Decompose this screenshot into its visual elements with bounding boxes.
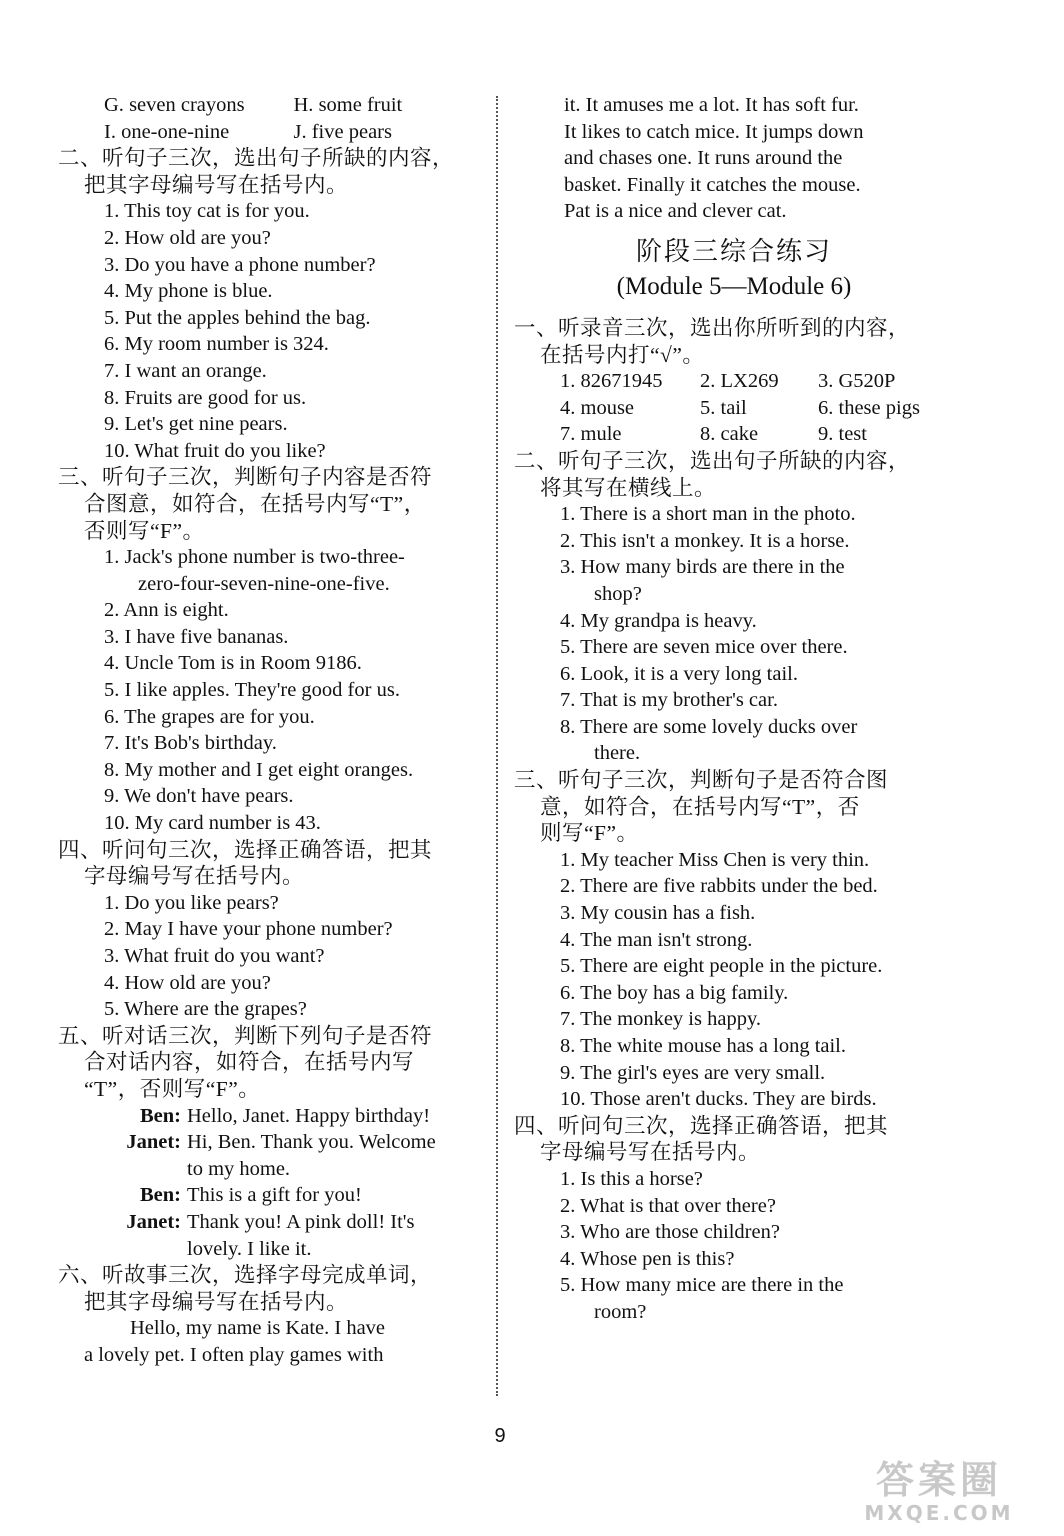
list-item: 7. It's Bob's birthday. — [104, 732, 277, 755]
section-title-cont: 把其字母编号写在括号内。 — [84, 172, 349, 197]
list-item: 2. May I have your phone number? — [104, 918, 393, 941]
list-item: 8. My mother and I get eight oranges. — [104, 758, 414, 781]
list-item: 3. How many birds are there in the — [560, 556, 845, 579]
section-title: 四、听问句三次，选择正确答语，把其 — [58, 837, 433, 862]
list-item: 2. Ann is eight. — [104, 599, 229, 622]
list-item: 4. My phone is blue. — [104, 280, 273, 303]
list-item: 1. My teacher Miss Chen is very thin. — [560, 848, 870, 871]
story-line: Pat is a nice and clever cat. — [564, 200, 787, 223]
section-title: 三、听句子三次，判断句子是否符合图 — [514, 768, 889, 793]
section-title: 二、听句子三次，选出句子所缺的内容， — [514, 448, 911, 473]
dialog-line: Janet: Hi, Ben. Thank you. Welcome — [58, 1129, 483, 1156]
list-item: 8. Fruits are good for us. — [104, 386, 307, 409]
list-item: 6. Look, it is a very long tail. — [560, 662, 798, 685]
list-item: 2. This isn't a monkey. It is a horse. — [560, 529, 850, 552]
list-item: 9. The girl's eyes are very small. — [560, 1061, 826, 1084]
list-item: 7. The monkey is happy. — [560, 1008, 761, 1031]
section-title-cont: 在括号内打“√”。 — [540, 342, 705, 367]
list-item: 2. There are five rabbits under the bed. — [560, 875, 878, 898]
section-title-cont: 将其写在横线上。 — [540, 475, 717, 500]
choice-row: 4. mouse 5. tail 6. these pigs — [560, 396, 920, 419]
dialog-line-cont: to my home. — [187, 1157, 291, 1180]
dialog-line: Ben: Hello, Janet. Happy birthday! — [58, 1103, 483, 1130]
list-item: 8. There are some lovely ducks over — [560, 715, 858, 738]
section-title: 三、听句子三次，判断句子内容是否符 — [58, 465, 433, 490]
watermark-text: 答案圈 — [875, 1458, 1002, 1502]
list-item: 1. There is a short man in the photo. — [560, 503, 856, 526]
list-item: 4. The man isn't strong. — [560, 928, 753, 951]
list-item: 5. Put the apples behind the bag. — [104, 306, 371, 329]
list-item: 9. We don't have pears. — [104, 785, 294, 808]
section-title-cont: 把其字母编号写在括号内。 — [84, 1289, 349, 1314]
story-paragraph: Hello, my name is Kate. I have — [130, 1317, 386, 1340]
page-number: 9 — [494, 1425, 506, 1447]
section-title-cont: 字母编号写在括号内。 — [540, 1140, 761, 1165]
list-item: 4. How old are you? — [104, 971, 271, 994]
list-item: 3. Who are those children? — [560, 1221, 780, 1244]
list-item-cont: there. — [594, 742, 641, 765]
list-item: 1. Is this a horse? — [560, 1167, 703, 1190]
story-line: and chases one. It runs around the — [564, 147, 843, 170]
list-item: 8. The white mouse has a long tail. — [560, 1035, 846, 1057]
list-item: 7. That is my brother's car. — [560, 689, 778, 712]
dialog-line: Ben: This is a gift for you! — [58, 1182, 483, 1209]
list-item: 2. How old are you? — [104, 226, 271, 249]
section-title: 五、听对话三次，判断下列句子是否符 — [58, 1023, 433, 1048]
section-title: 一、听录音三次，选出你所听到的内容， — [514, 315, 911, 340]
section-title-cont: 则写“F”。 — [540, 821, 639, 846]
story-line: it. It amuses me a lot. It has soft fur. — [564, 94, 859, 116]
list-item-cont: shop? — [594, 582, 642, 605]
list-item: 3. Do you have a phone number? — [104, 253, 376, 276]
list-item-cont: room? — [594, 1300, 647, 1323]
section-title: 六、听故事三次，选择字母完成单词， — [58, 1263, 433, 1288]
list-item: 1. Jack's phone number is two-three- — [104, 546, 405, 569]
list-item: 2. What is that over there? — [560, 1194, 776, 1217]
speaker: Ben: — [140, 1184, 181, 1207]
section-title-cont: 否则写“F”。 — [84, 518, 205, 543]
list-item: 1. Do you like pears? — [104, 891, 279, 914]
speaker: Ben: — [140, 1104, 181, 1127]
list-item: 4. My grandpa is heavy. — [560, 609, 757, 632]
section-title-cont: 意，如符合，在括号内写“T”，否 — [540, 794, 860, 819]
list-item: 3. What fruit do you want? — [104, 945, 325, 967]
choice-row: 1. 82671945 2. LX269 3. G520P — [560, 370, 896, 393]
watermark-logo — [834, 1458, 1044, 1528]
exercise-title: 阶段三综合练习 — [635, 236, 832, 267]
watermark-url: MXQE.COM — [864, 1501, 1014, 1525]
choice-row: I. one-one-nine J. five pears — [104, 120, 392, 143]
list-item: 10. My card number is 43. — [104, 812, 321, 835]
column-divider — [496, 96, 498, 1396]
list-item: 6. The boy has a big family. — [560, 981, 789, 1004]
choice-row: 7. mule 8. cake 9. test — [560, 423, 867, 446]
list-item: 4. Whose pen is this? — [560, 1247, 735, 1270]
list-item: 6. My room number is 324. — [104, 333, 329, 356]
list-item: 6. The grapes are for you. — [104, 705, 315, 728]
section-title-cont: 合图意，如符合，在括号内写“T”， — [84, 491, 426, 516]
exercise-subtitle: (Module 5—Module 6) — [616, 272, 852, 300]
list-item: 3. My cousin has a fish. — [560, 902, 756, 925]
section-title-cont: “T”，否则写“F”。 — [84, 1076, 261, 1101]
list-item: 5. There are eight people in the picture. — [560, 955, 883, 978]
list-item: 9. Let's get nine pears. — [104, 413, 288, 436]
section-title: 二、听句子三次，选出句子所缺的内容， — [58, 146, 455, 171]
choice-row: G. seven crayons H. some fruit — [104, 94, 403, 116]
section-title-cont: 合对话内容，如符合，在括号内写 — [84, 1050, 415, 1075]
right-column — [514, 92, 954, 1326]
list-item: 5. There are seven mice over there. — [560, 636, 848, 659]
list-item: 10. Those aren't ducks. They are birds. — [560, 1088, 877, 1111]
speaker: Janet: — [126, 1210, 181, 1233]
story-line: basket. Finally it catches the mouse. — [564, 173, 861, 196]
list-item: 5. Where are the grapes? — [104, 998, 307, 1021]
dialog-line: Janet: Thank you! A pink doll! It's — [58, 1209, 483, 1236]
section-title-cont: 字母编号写在括号内。 — [84, 864, 305, 889]
list-item-cont: zero-four-seven-nine-one-five. — [138, 572, 390, 595]
section-title: 四、听问句三次，选择正确答语，把其 — [514, 1113, 889, 1138]
list-item: 7. I want an orange. — [104, 359, 267, 382]
left-column — [58, 92, 483, 1369]
list-item: 5. How many mice are there in the — [560, 1274, 844, 1297]
story-line: It likes to catch mice. It jumps down — [564, 120, 864, 143]
story-line: a lovely pet. I often play games with — [84, 1343, 384, 1366]
dialog-line-cont: lovely. I like it. — [187, 1237, 312, 1260]
list-item: 1. This toy cat is for you. — [104, 200, 310, 223]
list-item: 10. What fruit do you like? — [104, 439, 326, 462]
speaker: Janet: — [126, 1131, 181, 1154]
list-item: 3. I have five bananas. — [104, 625, 289, 648]
list-item: 5. I like apples. They're good for us. — [104, 679, 400, 702]
list-item: 4. Uncle Tom is in Room 9186. — [104, 652, 362, 675]
